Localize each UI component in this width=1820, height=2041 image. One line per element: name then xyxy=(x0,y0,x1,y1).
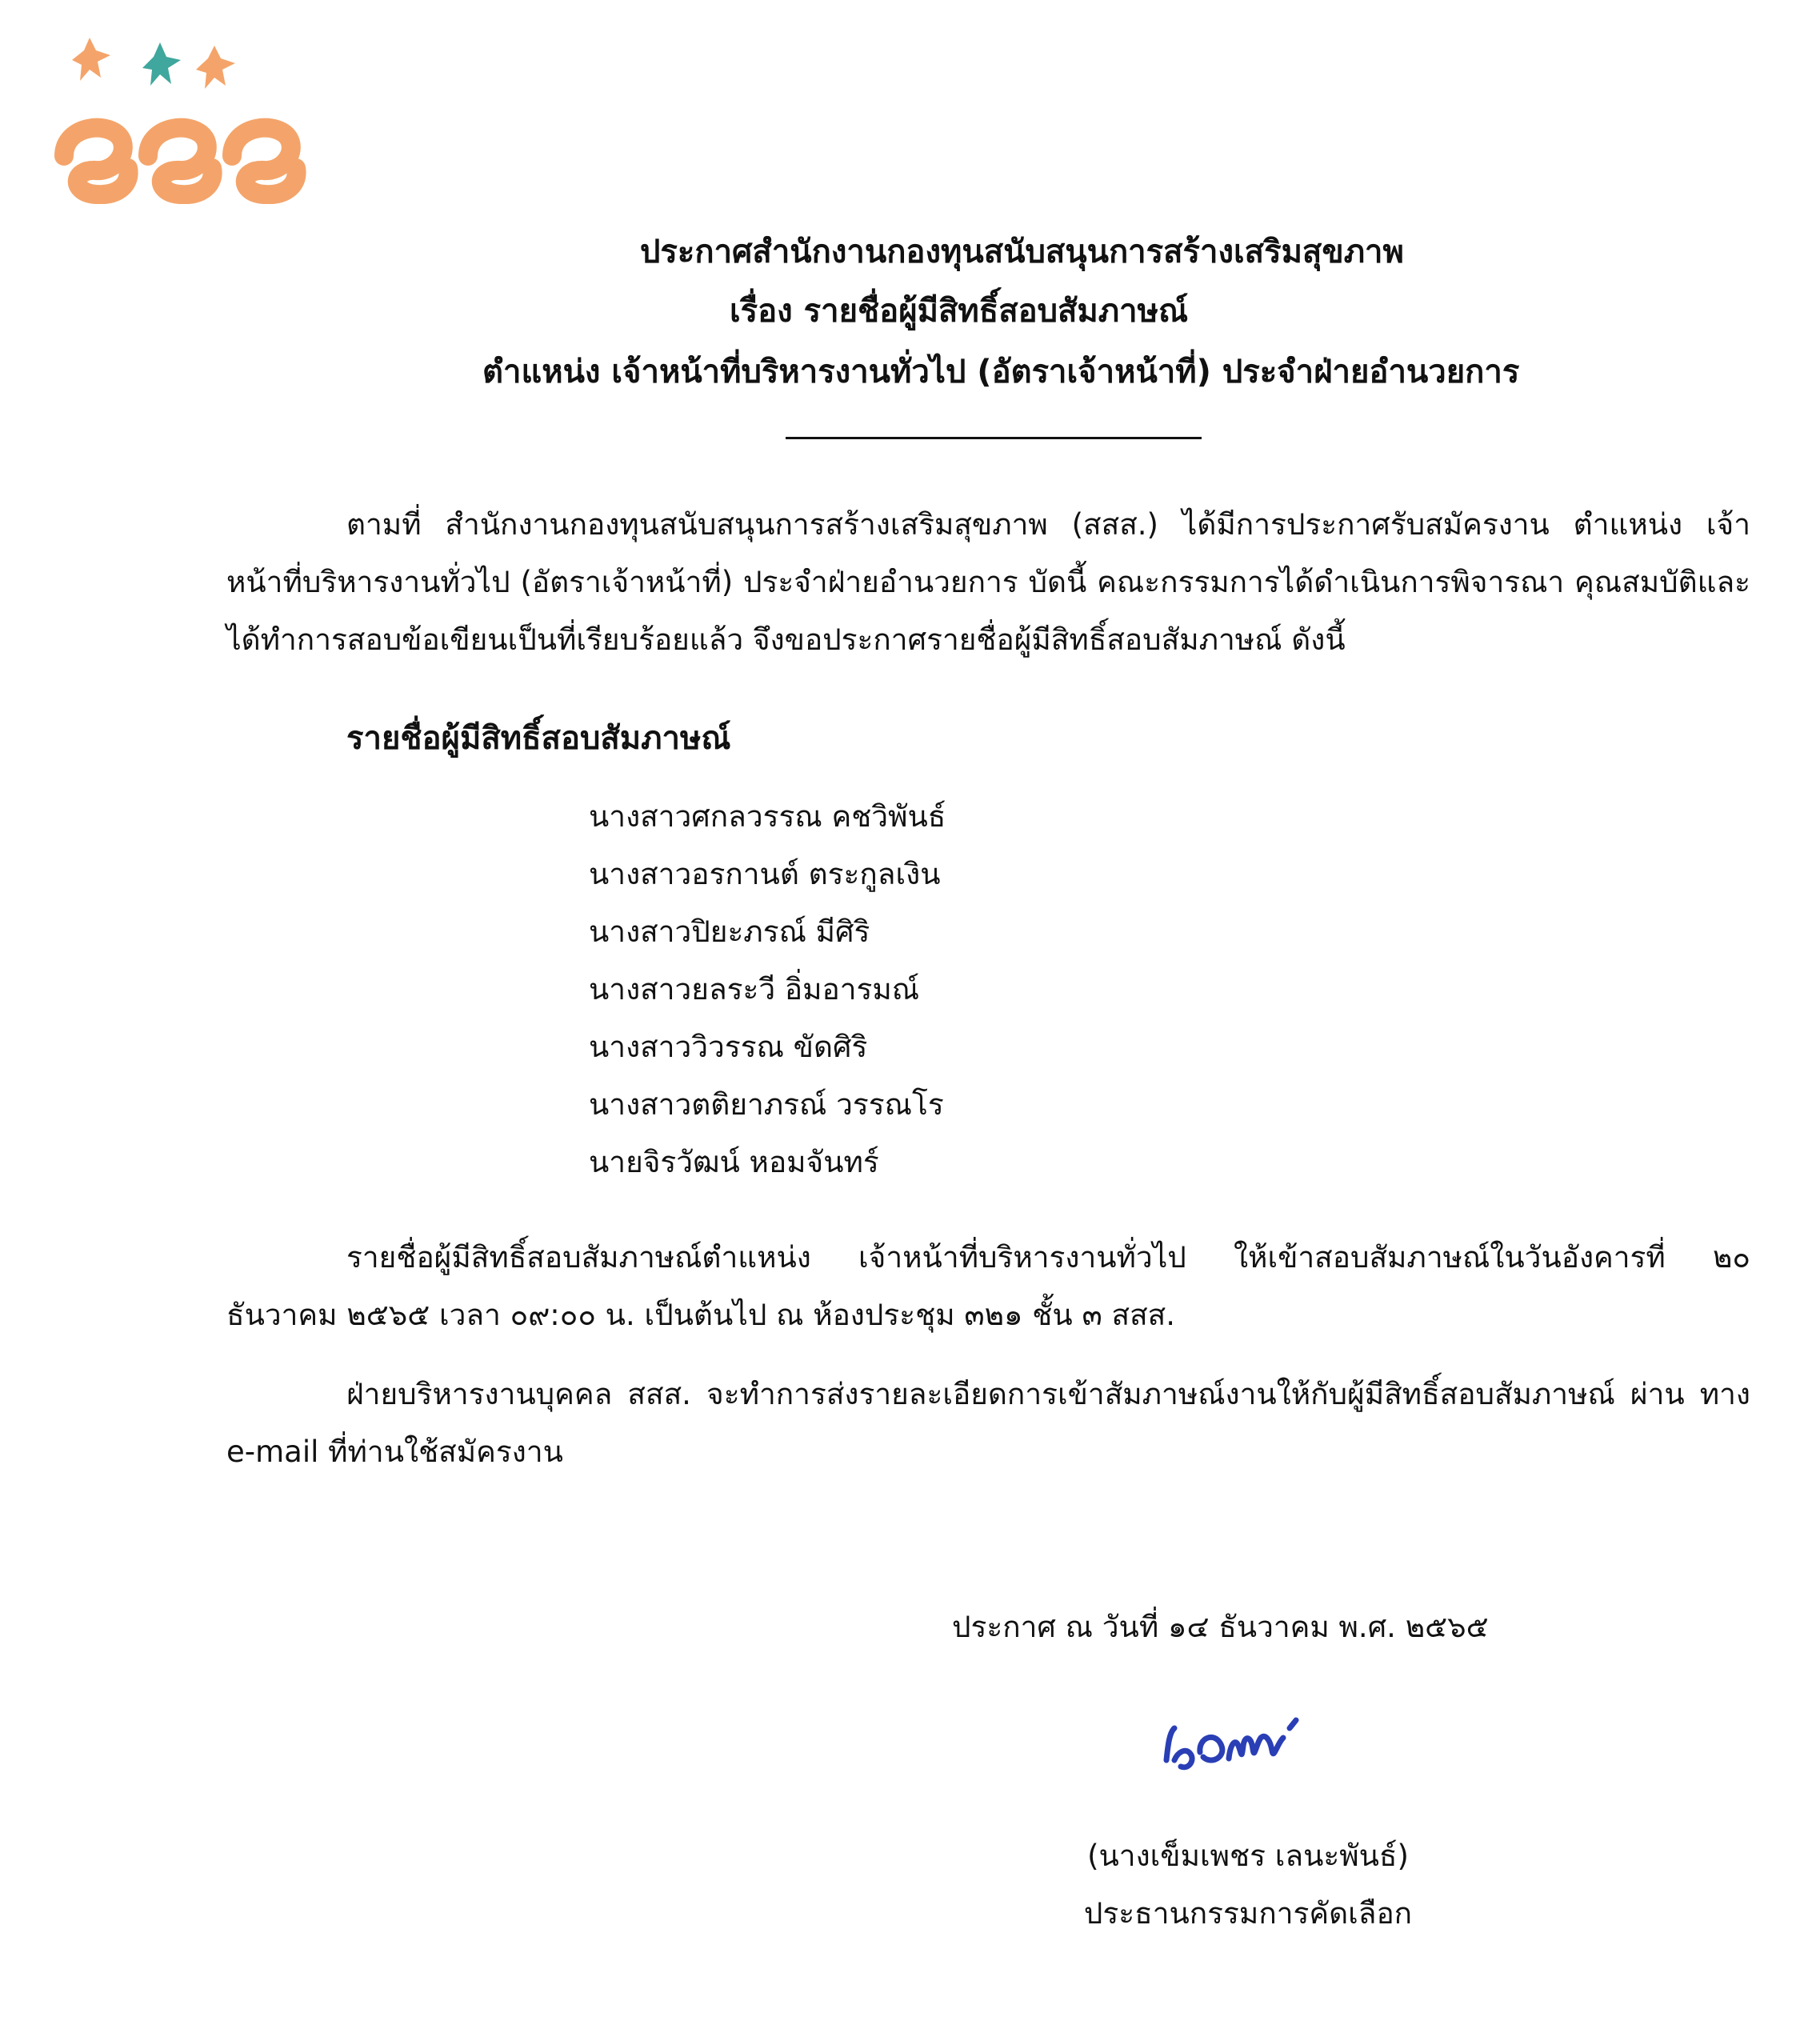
intro-paragraph: ตามที่ สำนักงานกองทุนสนับสนุนการสร้างเสริมสุขภาพ (สสส.) ได้มีการประกาศรับสมัครงาน ตำแหน่ง เจ้าหน้าที่บริหารงานทั่วไป (อัตราเจ้าหน้าที่) ประจำฝ่ายอำนวยการ บัดนี้ คณะกรรมการได้ดำเนินการพิจารณา คุณสมบัติและได้ทำการสอบข้อเขียนเป็นที่เรียบร้อยแล้ว จึงขอประกาศรายชื่อผู้มีสิทธิ์สอบสัมภาษณ์ ดังนี้ xyxy=(226,507,1750,657)
header-divider xyxy=(786,437,1202,439)
announcement-title: ประกาศสำนักงานกองทุนสนับสนุนการสร้างเสริมสุขภาพ xyxy=(640,234,1404,270)
candidate-name: นางสาวปิยะภรณ์ มีศิริ xyxy=(589,914,870,949)
candidate-name: นางสาวอรกานต์ ตระกูลเงิน xyxy=(589,857,941,891)
logo-letters-icon xyxy=(64,128,297,194)
people-figures-icon xyxy=(72,38,235,89)
announcement-date: ประกาศ ณ วันที่ ๑๔ ธันวาคม พ.ศ. ๒๕๖๕ xyxy=(952,1610,1489,1644)
candidate-name: นางสาวตติยาภรณ์ วรรณโร xyxy=(589,1087,944,1122)
contact-paragraph: ฝ่ายบริหารงานบุคคล สสส. จะทำการส่งรายละเอียดการเข้าสัมภาษณ์งานให้กับผู้มีสิทธิ์สอบสัมภาษณ์ ผ่าน ทาง e-mail ที่ท่านใช้สมัครงาน xyxy=(226,1377,1750,1469)
candidate-name: นางสาวศกลวรรณ คชวิพันธ์ xyxy=(589,799,946,834)
candidate-name: นางสาววิวรรณ ขัดศิริ xyxy=(589,1030,868,1064)
signer-title: ประธานกรรมการคัดเลือก xyxy=(1083,1896,1413,1931)
candidate-name: นายจิรวัฒน์ หอมจันทร์ xyxy=(589,1145,879,1179)
organization-logo xyxy=(48,36,312,204)
announcement-position: ตำแหน่ง เจ้าหน้าที่บริหารงานทั่วไป (อัตราเจ้าหน้าที่) ประจำฝ่ายอำนวยการ xyxy=(482,354,1520,390)
candidate-list xyxy=(589,788,946,1191)
announcement-subject: เรื่อง รายชื่อผู้มีสิทธิ์สอบสัมภาษณ์ xyxy=(730,293,1189,330)
schedule-paragraph: รายชื่อผู้มีสิทธิ์สอบสัมภาษณ์ตำแหน่ง เจ้าหน้าที่บริหารงานทั่วไป ให้เข้าสอบสัมภาษณ์ในวันอังคารที่ ๒๐ ธันวาคม ๒๕๖๕ เวลา ๐๙:๐๐ น. เป็นต้นไป ณ ห้องประชุม ๓๒๑ ชั้น ๓ สสส. xyxy=(226,1240,1750,1332)
signer-name: (นางเข็มเพชร เลนะพันธ์) xyxy=(1087,1839,1409,1873)
candidate-list-title: รายชื่อผู้มีสิทธิ์สอบสัมภาษณ์ xyxy=(346,720,731,757)
signature-icon xyxy=(1158,1696,1310,1784)
candidate-name: นางสาวยลระวี อิ่มอารมณ์ xyxy=(589,972,920,1006)
